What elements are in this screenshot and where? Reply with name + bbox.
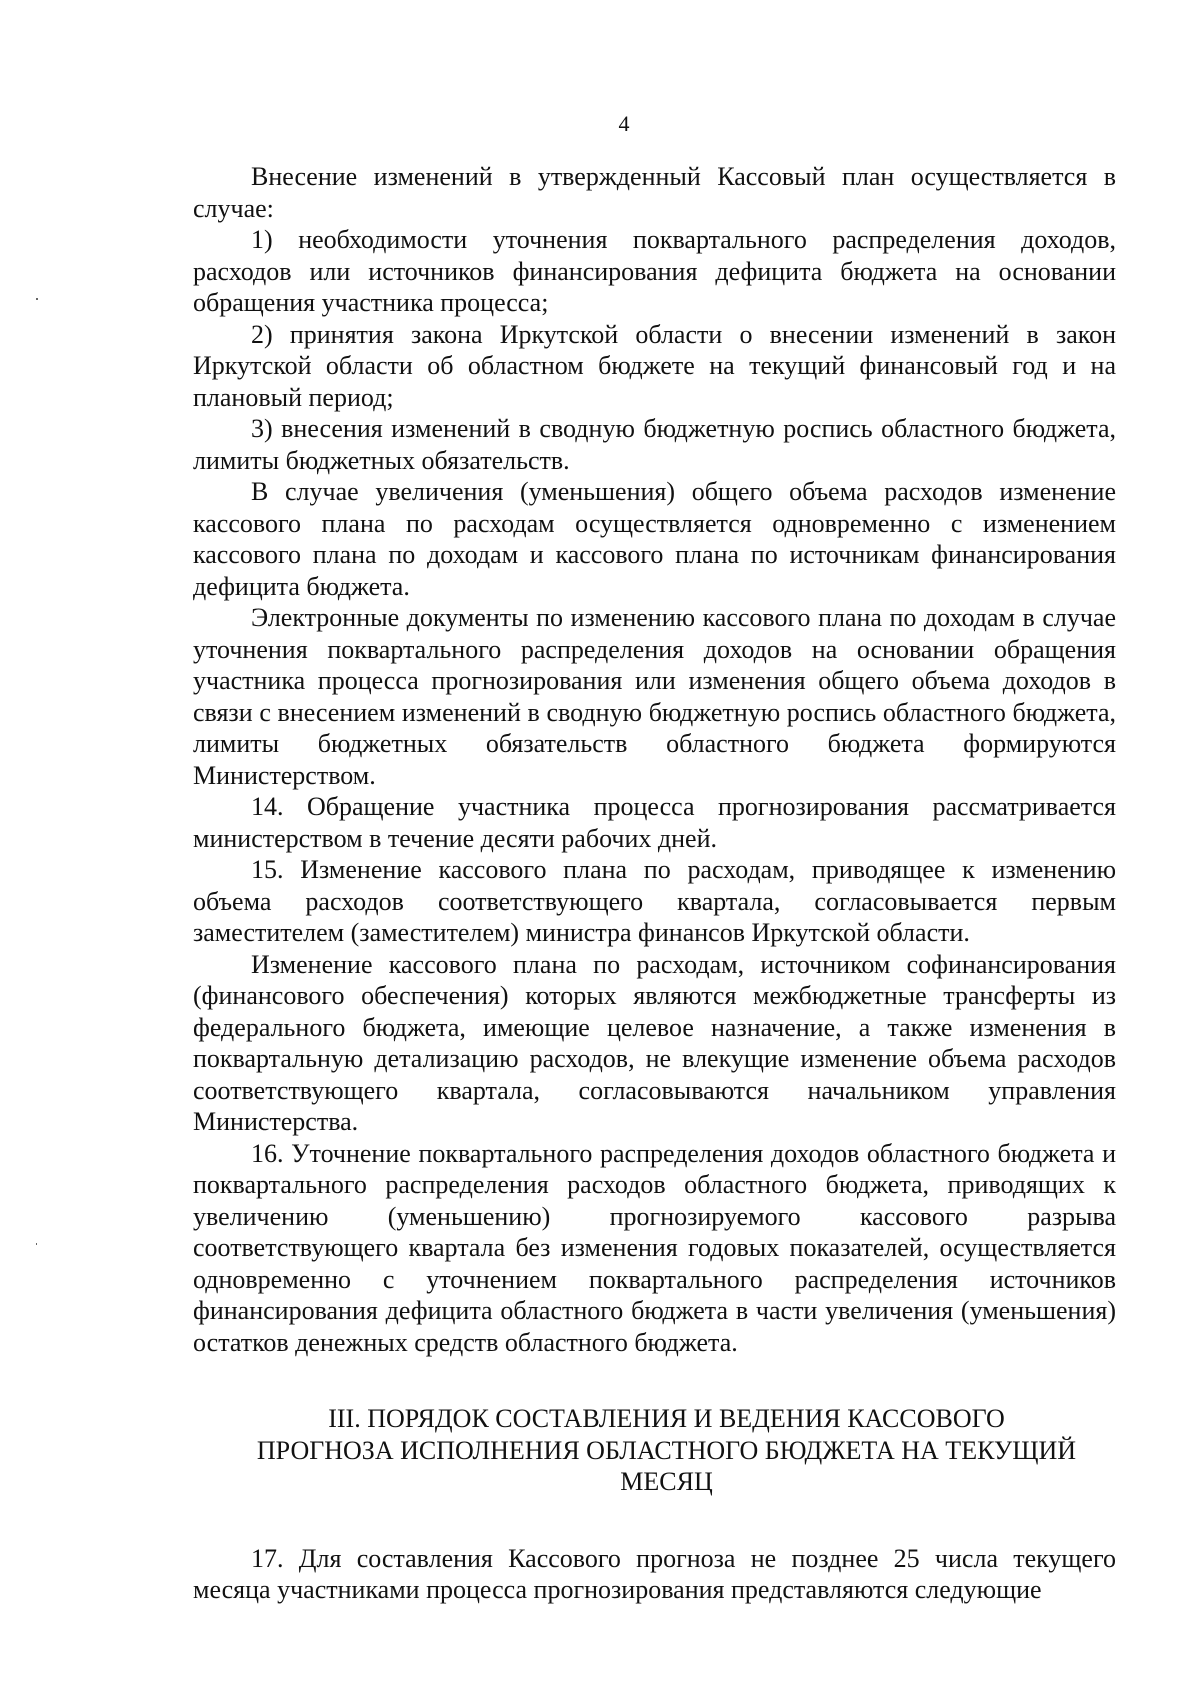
- clause-17: 17. Для составления Кассового прогноза не позднее 25 числа текущего месяца участниками процесса прогнозирования представляются следующие: [193, 1543, 1116, 1604]
- clause-15: 15. Изменение кассового плана по расходам, приводящее к изменению объема расходов соответствующего квартала, согласовывается первым заместителем (заместителем) министра финансов Иркутской области.: [193, 855, 1116, 947]
- section-heading-line: ПРОГНОЗА ИСПОЛНЕНИЯ ОБЛАСТНОГО БЮДЖЕТА НА ТЕКУЩИЙ: [256, 1435, 1077, 1465]
- list-item: 1) необходимости уточнения поквартального распределения доходов, расходов или источников финансирования дефицита бюджета на основании обращения участника процесса;: [193, 225, 1116, 317]
- scan-speck: [36, 1243, 37, 1245]
- clause-14: 14. Обращение участника процесса прогнозирования рассматривается министерством в течение десяти рабочих дней.: [193, 792, 1116, 853]
- spacer: [193, 1498, 1116, 1543]
- document-body: [193, 161, 1116, 1606]
- scan-speck: [36, 298, 38, 300]
- paragraph: Внесение изменений в утвержденный Кассовый план осуществляется в случае:: [193, 162, 1116, 223]
- list-item: 3) внесения изменений в сводную бюджетную роспись областного бюджета, лимиты бюджетных обязательств.: [193, 414, 1116, 475]
- list-item: 2) принятия закона Иркутской области о внесении изменений в закон Иркутской области об областном бюджете на текущий финансовый год и на плановый период;: [193, 319, 1116, 412]
- paragraph: Изменение кассового плана по расходам, источником софинансирования (финансового обеспечения) которых являются межбюджетные трансферты из федерального бюджета, имеющие целевое назначение, а также изменения в поквартальную детализацию расходов, не влекущие изменение объема расходов соответствующего квартала, согласовываются начальником управления Министерства.: [193, 949, 1116, 1136]
- paragraph: В случае увеличения (уменьшения) общего объема расходов изменение кассового плана по расходам осуществляется одновременно с изменением кассового плана по доходам и кассового плана по источникам финансирования дефицита бюджета.: [193, 477, 1116, 601]
- paragraph: Электронные документы по изменению кассового плана по доходам в случае уточнения поквартального распределения доходов на основании обращения участника процесса прогнозирования или изменения общего объема доходов в связи с внесением изменений в сводную бюджетную роспись областного бюджета, лимиты бюджетных обязательств областного бюджета формируются Министерством.: [193, 603, 1116, 790]
- section-heading-line: МЕСЯЦ: [620, 1467, 713, 1496]
- section-heading: [193, 1403, 1116, 1498]
- section-heading-line: III. ПОРЯДОК СОСТАВЛЕНИЯ И ВЕДЕНИЯ КАССОВОГО: [328, 1404, 1005, 1433]
- page-number: 4: [618, 111, 630, 136]
- clause-16: 16. Уточнение поквартального распределения доходов областного бюджета и поквартального распределения расходов областного бюджета, приводящих к увеличению (уменьшению) прогнозируемого кассового разрыва соответствующего квартала без изменения годовых показателей, осуществляется одновременно с уточнением поквартального распределения источников финансирования дефицита областного бюджета в части увеличения (уменьшения) остатков денежных средств областного бюджета.: [193, 1138, 1116, 1357]
